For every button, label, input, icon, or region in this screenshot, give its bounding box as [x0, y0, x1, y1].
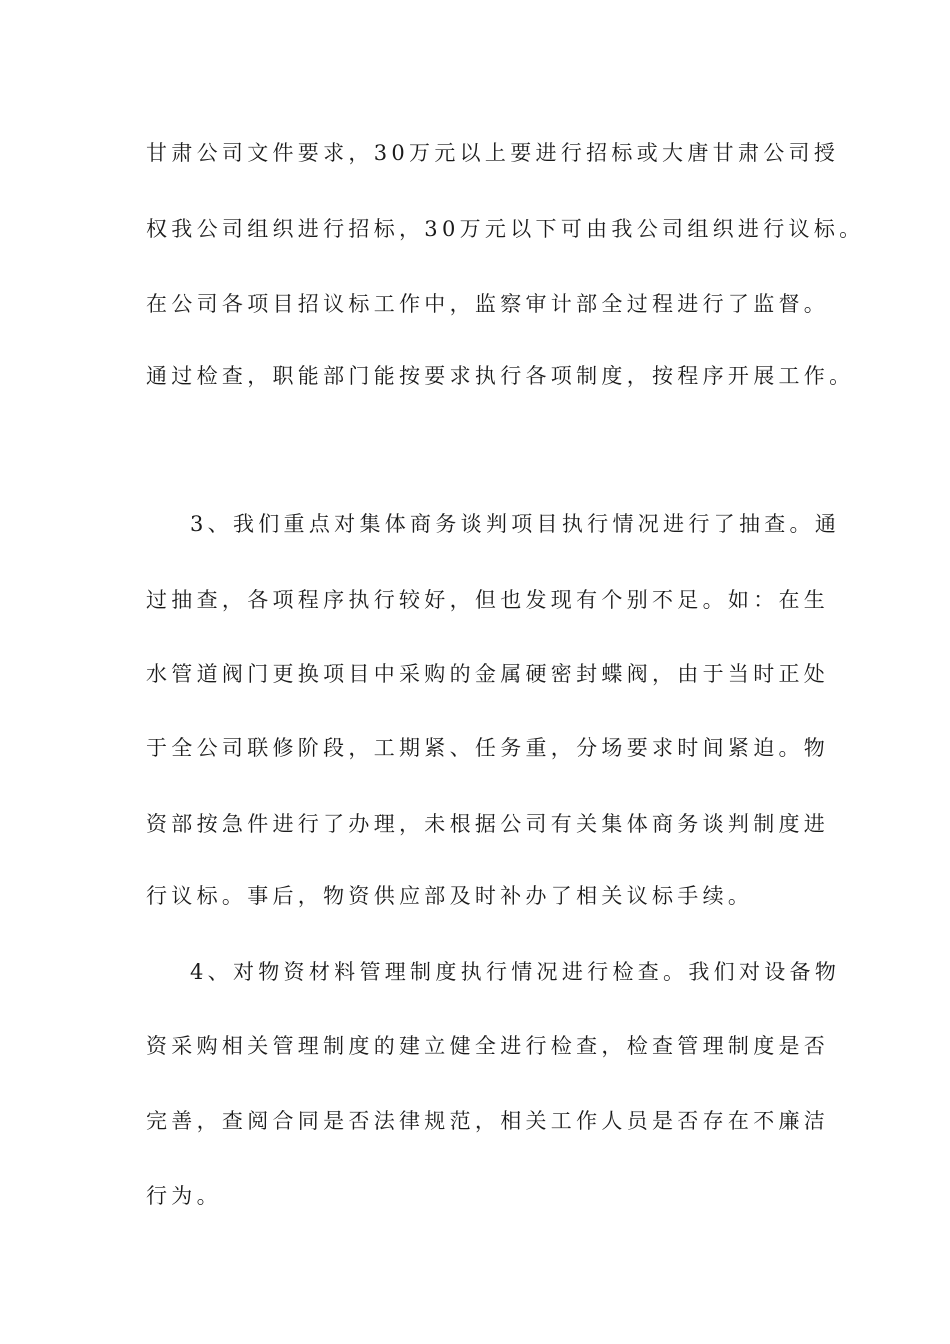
- text-line: 资部按急件进行了办理，未根据公司有关集体商务谈判制度进: [146, 812, 830, 836]
- text-line: 权我公司组织进行招标，30万元以下可由我公司组织进行议标。: [146, 217, 865, 241]
- text-line: 行议标。事后，物资供应部及时补办了相关议标手续。: [146, 884, 754, 908]
- text-line: 行为。: [146, 1184, 222, 1208]
- paragraph-4-first-line: 4、对物资材料管理制度执行情况进行检查。我们对设备物: [190, 960, 841, 984]
- paragraph-3-first-line: 3、我们重点对集体商务谈判项目执行情况进行了抽查。通: [190, 512, 841, 536]
- text-line: 在公司各项目招议标工作中，监察审计部全过程进行了监督。: [146, 292, 830, 316]
- text-line: 过抽查，各项程序执行较好，但也发现有个别不足。如：在生: [146, 588, 830, 612]
- text-line: 水管道阀门更换项目中采购的金属硬密封蝶阀，由于当时正处: [146, 662, 830, 686]
- text-line: 完善，查阅合同是否法律规范，相关工作人员是否存在不廉洁: [146, 1109, 830, 1133]
- text-line: 通过检查，职能部门能按要求执行各项制度，按程序开展工作。: [146, 364, 855, 388]
- text-line: 于全公司联修阶段，工期紧、任务重，分场要求时间紧迫。物: [146, 736, 830, 760]
- text-line: 资采购相关管理制度的建立健全进行检查，检查管理制度是否: [146, 1034, 830, 1058]
- text-line: 甘肃公司文件要求，30万元以上要进行招标或大唐甘肃公司授: [146, 141, 840, 165]
